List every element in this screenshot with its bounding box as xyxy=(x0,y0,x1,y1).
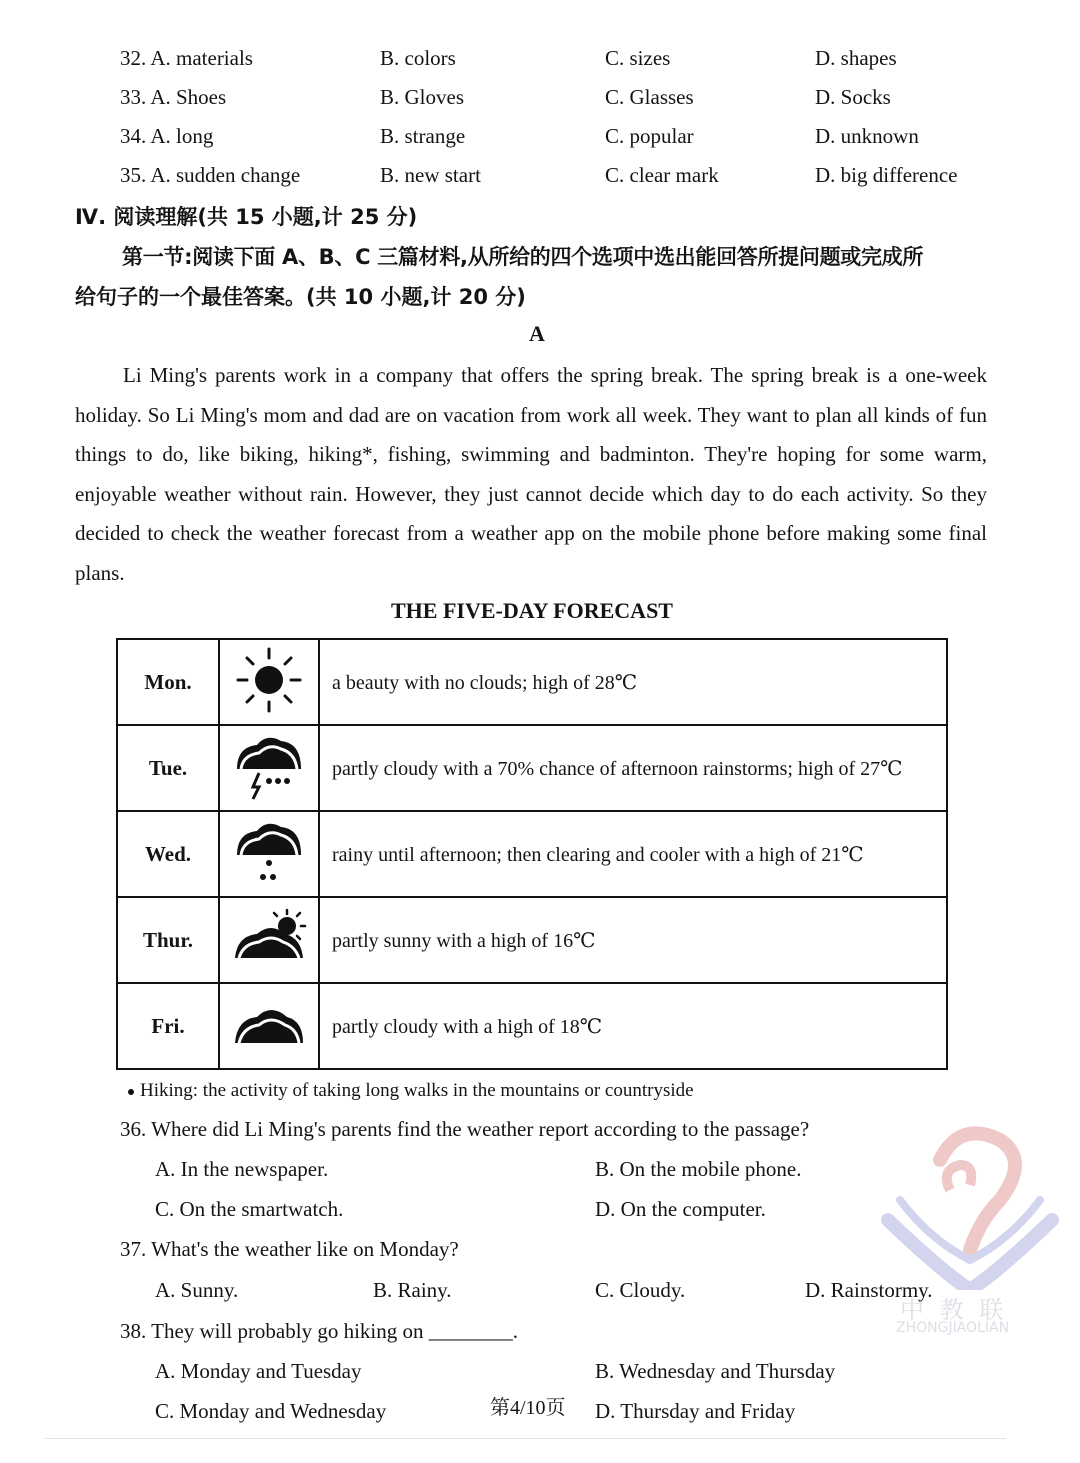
passage-text: Li Ming's parents work in a company that offers the spring break. The spring break is a one-week holiday. So Li Ming's mom and dad are on vacation from work all week. They want to plan all kinds of fun things to do, like biking, hiking*, fishing, swimming and badminton. They're hoping for some warm, enjoyable weather without rain. However, they just cannot decide which day to do each activity. So they decided to check the weather forecast from a weather app on the mobile phone before making some final plans. xyxy=(75,363,987,585)
footnote-text: Hiking: the activity of taking long walks in the mountains or countryside xyxy=(140,1080,694,1101)
thunderstorm-icon xyxy=(231,731,307,801)
forecast-day: Tue. xyxy=(117,725,219,811)
instruction-line-1: 第一节:阅读下面 A、B、C 三篇材料,从所给的四个选项中选出能回答所提问题或完成所 xyxy=(122,245,924,269)
forecast-title: THE FIVE-DAY FORECAST xyxy=(391,598,673,623)
answer-option: C. On the smartwatch. xyxy=(155,1197,344,1221)
forecast-row xyxy=(117,639,947,725)
forecast-desc: rainy until afternoon; then clearing and cooler with a high of 21℃ xyxy=(319,811,947,897)
section-title: Ⅳ. 阅读理解(共 15 小题,计 25 分) xyxy=(75,205,418,229)
forecast-desc: partly cloudy with a high of 18℃ xyxy=(319,983,947,1069)
answer-option: A. In the newspaper. xyxy=(155,1157,329,1181)
option-b: B. new start xyxy=(380,163,481,187)
answer-option: B. Wednesday and Thursday xyxy=(595,1359,836,1383)
option-d: D. unknown xyxy=(815,124,919,148)
passage-label: A xyxy=(529,321,545,346)
zhongjiaolian-logo-icon xyxy=(880,1120,1060,1290)
question-stem: 38. They will probably go hiking on ________. xyxy=(120,1319,519,1343)
bottom-divider xyxy=(44,1438,1006,1439)
option-row xyxy=(0,163,1080,193)
watermark-cn: 中 教 联 xyxy=(900,1296,1008,1324)
answer-option: A. Sunny. xyxy=(155,1278,239,1302)
page-number: 第4/10页 xyxy=(490,1397,566,1419)
instruction-line-2: 给句子的一个最佳答案。(共 10 小题,计 20 分) xyxy=(75,285,526,309)
forecast-row xyxy=(117,811,947,897)
forecast-table xyxy=(116,638,948,1070)
answer-option: C. Cloudy. xyxy=(595,1278,686,1302)
option-a: 32. A. materials xyxy=(120,46,253,70)
forecast-row xyxy=(117,983,947,1069)
option-d: D. big difference xyxy=(815,163,958,187)
option-c: C. sizes xyxy=(605,46,671,70)
option-b: B. strange xyxy=(380,124,466,148)
answer-option: D. On the computer. xyxy=(595,1197,766,1221)
option-d: D. Socks xyxy=(815,85,891,109)
forecast-day: Wed. xyxy=(117,811,219,897)
option-c: C. Glasses xyxy=(605,85,694,109)
watermark-en: ZHONGJIAOLIAN xyxy=(896,1320,1010,1336)
option-a: 33. A. Shoes xyxy=(120,85,227,109)
answer-option: B. Rainy. xyxy=(373,1278,452,1302)
cloudy-icon xyxy=(231,999,307,1049)
option-d: D. shapes xyxy=(815,46,897,70)
forecast-day: Thur. xyxy=(117,897,219,983)
forecast-desc: partly sunny with a high of 16℃ xyxy=(319,897,947,983)
option-row xyxy=(0,85,1080,115)
answer-option: A. Monday and Tuesday xyxy=(155,1359,362,1383)
forecast-row xyxy=(117,725,947,811)
question-stem: 37. What's the weather like on Monday? xyxy=(120,1237,459,1261)
forecast-row xyxy=(117,897,947,983)
option-c: C. clear mark xyxy=(605,163,719,187)
question-stem: 36. Where did Li Ming's parents find the weather report according to the passage? xyxy=(120,1117,810,1141)
forecast-day: Mon. xyxy=(117,639,219,725)
option-row xyxy=(0,124,1080,154)
option-b: B. colors xyxy=(380,46,456,70)
bullet-icon xyxy=(128,1089,134,1095)
option-a: 35. A. sudden change xyxy=(120,163,301,187)
partly-sunny-icon xyxy=(231,908,307,968)
answer-option: B. On the mobile phone. xyxy=(595,1157,802,1181)
forecast-day: Fri. xyxy=(117,983,219,1069)
option-b: B. Gloves xyxy=(380,85,464,109)
rain-icon xyxy=(231,817,307,887)
option-row xyxy=(0,46,1080,76)
answer-option: C. Monday and Wednesday xyxy=(155,1399,387,1423)
forecast-desc: a beauty with no clouds; high of 28℃ xyxy=(319,639,947,725)
answer-option: D. Thursday and Friday xyxy=(595,1399,796,1423)
footnote xyxy=(128,1080,694,1102)
option-a: 34. A. long xyxy=(120,124,214,148)
forecast-desc: partly cloudy with a 70% chance of afternoon rainstorms; high of 27℃ xyxy=(319,725,947,811)
sunny-icon xyxy=(234,645,304,715)
answer-option: D. Rainstormy. xyxy=(805,1278,933,1302)
option-c: C. popular xyxy=(605,124,694,148)
watermark-logo xyxy=(880,1120,1060,1340)
